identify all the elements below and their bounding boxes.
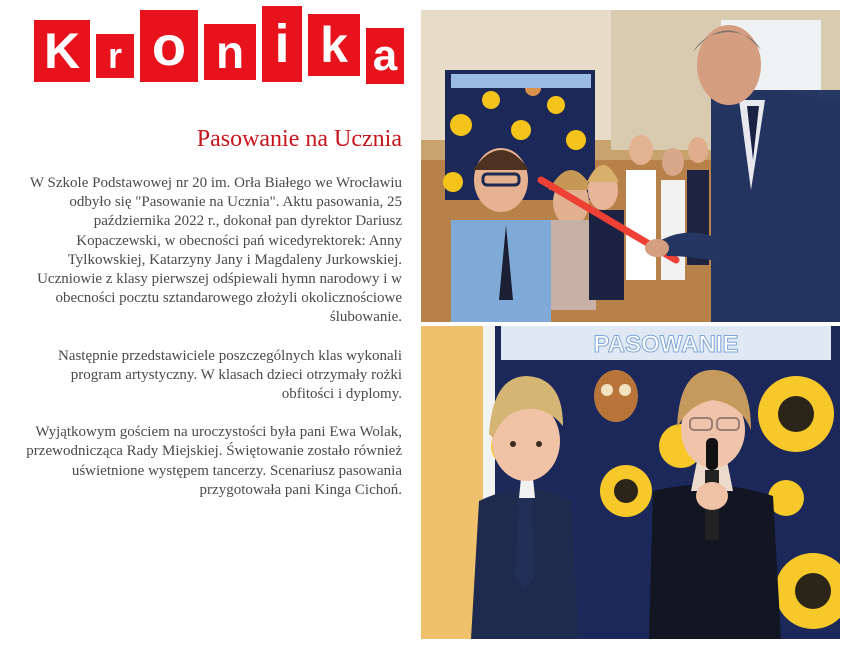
kronika-logo	[34, 6, 404, 88]
logo-letter-i: i	[262, 6, 302, 82]
photo-ceremony	[421, 10, 840, 322]
logo-letter-r: r	[96, 34, 134, 78]
photo-performance	[421, 326, 840, 639]
logo-letter-o: o	[140, 10, 198, 82]
article-paragraph-2: Następnie przedstawiciele poszczególnych klas wykonali program artystyczny. W klasach dzieci otrzymały rożki obfitości i dyplomy.	[57, 347, 402, 403]
logo-letter-n: n	[204, 24, 256, 80]
article-title: Pasowanie na Ucznia	[196, 126, 402, 152]
article-body	[24, 174, 402, 519]
article-paragraph-1: W Szkole Podstawowej nr 20 im. Orła Białego we Wrocławiu odbyło się "Pasowanie na Ucznia". Aktu pasowania, 25 października 2022 r., dokonał pan dyrektor Dariusz Kopaczewski, w obecności pań wicedyrektorek: Anny Tylkowskiej, Katarzyny Jany i Magdaleny Jurkowskiej. Uczniowie z klasy pierwszej odśpiewali hymn narodowy i w obecności pocztu sztandarowego złożyli okolicznościowe ślubowanie.	[29, 175, 402, 326]
logo-letter-a: a	[366, 28, 404, 84]
article-paragraph-3: Wyjątkowym gościem na uroczystości była pani Ewa Wolak, przewodnicząca Rady Miejskiej. Świętowanie zostało również uświetnione występem tancerzy. Scenariusz pasowania przygotowała pani Kinga Cichoń.	[26, 424, 402, 498]
logo-letter-k2: k	[308, 14, 360, 76]
banner-text: PASOWANIE	[593, 331, 739, 358]
logo-letter-k: K	[34, 20, 90, 82]
